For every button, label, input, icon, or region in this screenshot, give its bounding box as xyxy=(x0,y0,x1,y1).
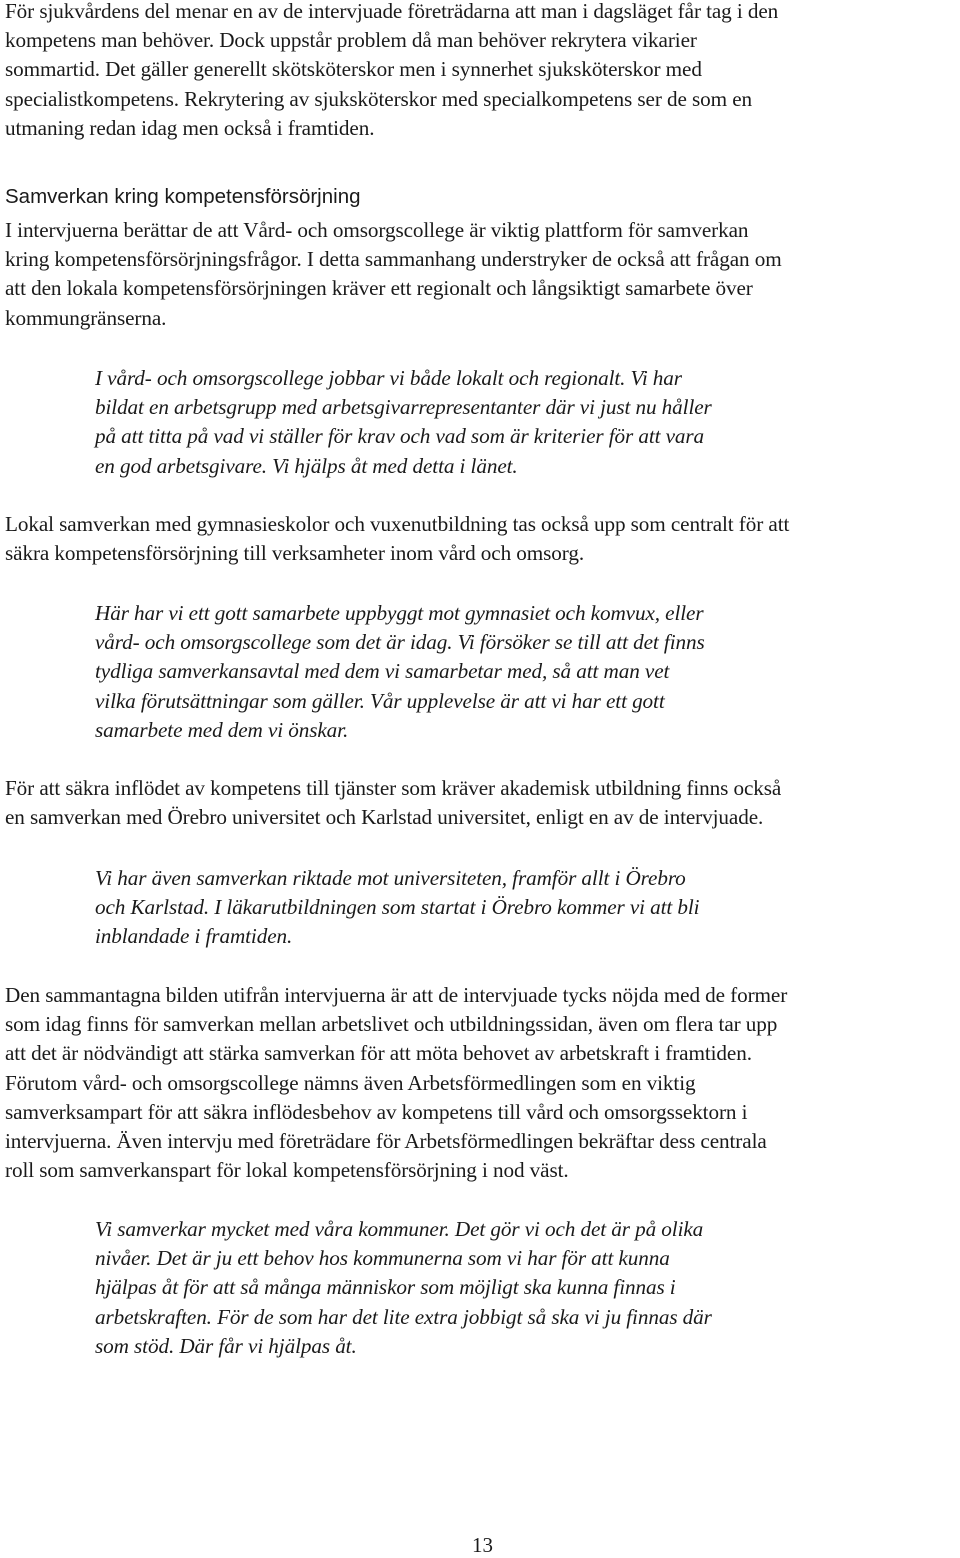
text-line: samarbete med dem vi önskar. xyxy=(95,717,349,742)
interview-quote xyxy=(95,364,855,481)
text-line: att den lokala kompetensförsörjningen kräver ett regionalt och långsiktigt samarbete över xyxy=(5,276,753,301)
text-line: Lokal samverkan med gymnasieskolor och vuxenutbildning tas också upp som centralt för att xyxy=(5,512,790,536)
text-line: utmaning redan idag men också i framtiden. xyxy=(5,115,375,140)
text-line: Den sammantagna bilden utifrån intervjuerna är att de intervjuade tycks nöjda med de former xyxy=(5,983,788,1007)
text-line: I intervjuerna berättar de att Vård- och omsorgscollege är viktig plattform för samverkan xyxy=(5,218,749,242)
text-line: För sjukvårdens del menar en av de intervjuade företrädarna att man i dagsläget får tag i den xyxy=(5,0,779,23)
interview-quote xyxy=(95,864,855,952)
text-line: Vi samverkar mycket med våra kommuner. Det gör vi och det är på olika xyxy=(95,1217,704,1241)
text-line: vilka förutsättningar som gäller. Vår upplevelse är att vi har ett gott xyxy=(95,688,665,713)
text-line: som idag finns för samverkan mellan arbetslivet och utbildningssidan, även om flera tar upp xyxy=(5,1012,778,1037)
text-line: Vi har även samverkan riktade mot universiteten, framför allt i Örebro xyxy=(95,866,686,890)
text-line: på att titta på vad vi ställer för krav och vad som är kriterier för att vara xyxy=(95,424,705,449)
text-line: bildat en arbetsgrupp med arbetsgivarrepresentanter där vi just nu håller xyxy=(95,395,712,420)
text-line: roll som samverkanspart för lokal kompetensförsörjning i nod väst. xyxy=(5,1158,569,1183)
paragraph-universitet xyxy=(5,774,960,832)
paragraph-sammantagna-bilden xyxy=(5,981,960,1185)
text-line: arbetskraften. För de som har det lite extra jobbigt så ska vi ju finnas där xyxy=(95,1304,712,1329)
interview-quote xyxy=(95,1215,855,1361)
text-line: en god arbetsgivare. Vi hjälps åt med detta i länet. xyxy=(95,453,518,478)
text-line: Här har vi ett gott samarbete uppbyggt mot gymnasiet och komvux, eller xyxy=(95,601,704,625)
text-line: nivåer. Det är ju ett behov hos kommunerna som vi har för att kunna xyxy=(95,1246,670,1271)
text-line: intervjuerna. Även intervju med företrädare för Arbetsförmedlingen bekräftar dess centrala xyxy=(5,1129,767,1154)
paragraph-samverkan-plattform xyxy=(5,216,960,333)
text-line: och Karlstad. I läkarutbildningen som startat i Örebro kommer vi att bli xyxy=(95,895,700,920)
text-line: hjälpas åt för att så många människor som möjligt ska kunna finnas i xyxy=(95,1275,676,1300)
text-line: Förutom vård- och omsorgscollege nämns även Arbetsförmedlingen som en viktig xyxy=(5,1070,696,1095)
text-line: vård- och omsorgscollege som det är idag. Vi försöker se till att det finns xyxy=(95,630,705,655)
document-page xyxy=(5,0,960,1556)
text-line: kompetens man behöver. Dock uppstår problem då man behöver rekrytera vikarier xyxy=(5,28,697,53)
section-heading: Samverkan kring kompetensförsörjning xyxy=(5,185,361,208)
text-line: samverksampart för att säkra inflödesbehov av kompetens till vård och omsorgssektorn i xyxy=(5,1099,748,1124)
text-line: kring kompetensförsörjningsfrågor. I detta sammanhang understryker de också att frågan om xyxy=(5,247,782,272)
interview-quote xyxy=(95,599,855,745)
text-line: inblandade i framtiden. xyxy=(95,924,293,949)
intro-paragraph xyxy=(5,0,960,143)
text-line: kommungränserna. xyxy=(5,305,167,330)
paragraph-lokal-samverkan xyxy=(5,510,960,568)
text-line: tydliga samverkansavtal med dem vi samarbetar med, så att man vet xyxy=(95,659,670,684)
text-line: För att säkra inflödet av kompetens till tjänster som kräver akademisk utbildning finns också xyxy=(5,776,782,800)
text-line: att det är nödvändigt att stärka samverkan för att möta behovet av arbetskraft i framtiden. xyxy=(5,1041,752,1066)
text-line: sommartid. Det gäller generellt skötsköterskor men i synnerhet sjuksköterskor med xyxy=(5,57,702,82)
text-line: som stöd. Där får vi hjälpas åt. xyxy=(95,1333,357,1358)
text-line: I vård- och omsorgscollege jobbar vi både lokalt och regionalt. Vi har xyxy=(95,366,682,390)
text-line: säkra kompetensförsörjning till verksamheter inom vård och omsorg. xyxy=(5,541,585,566)
text-line: specialistkompetens. Rekrytering av sjuksköterskor med specialkompetens ser de som en xyxy=(5,86,753,111)
text-line: en samverkan med Örebro universitet och Karlstad universitet, enligt en av de intervjuade. xyxy=(5,805,764,830)
page-number: 13 xyxy=(472,1533,493,1557)
